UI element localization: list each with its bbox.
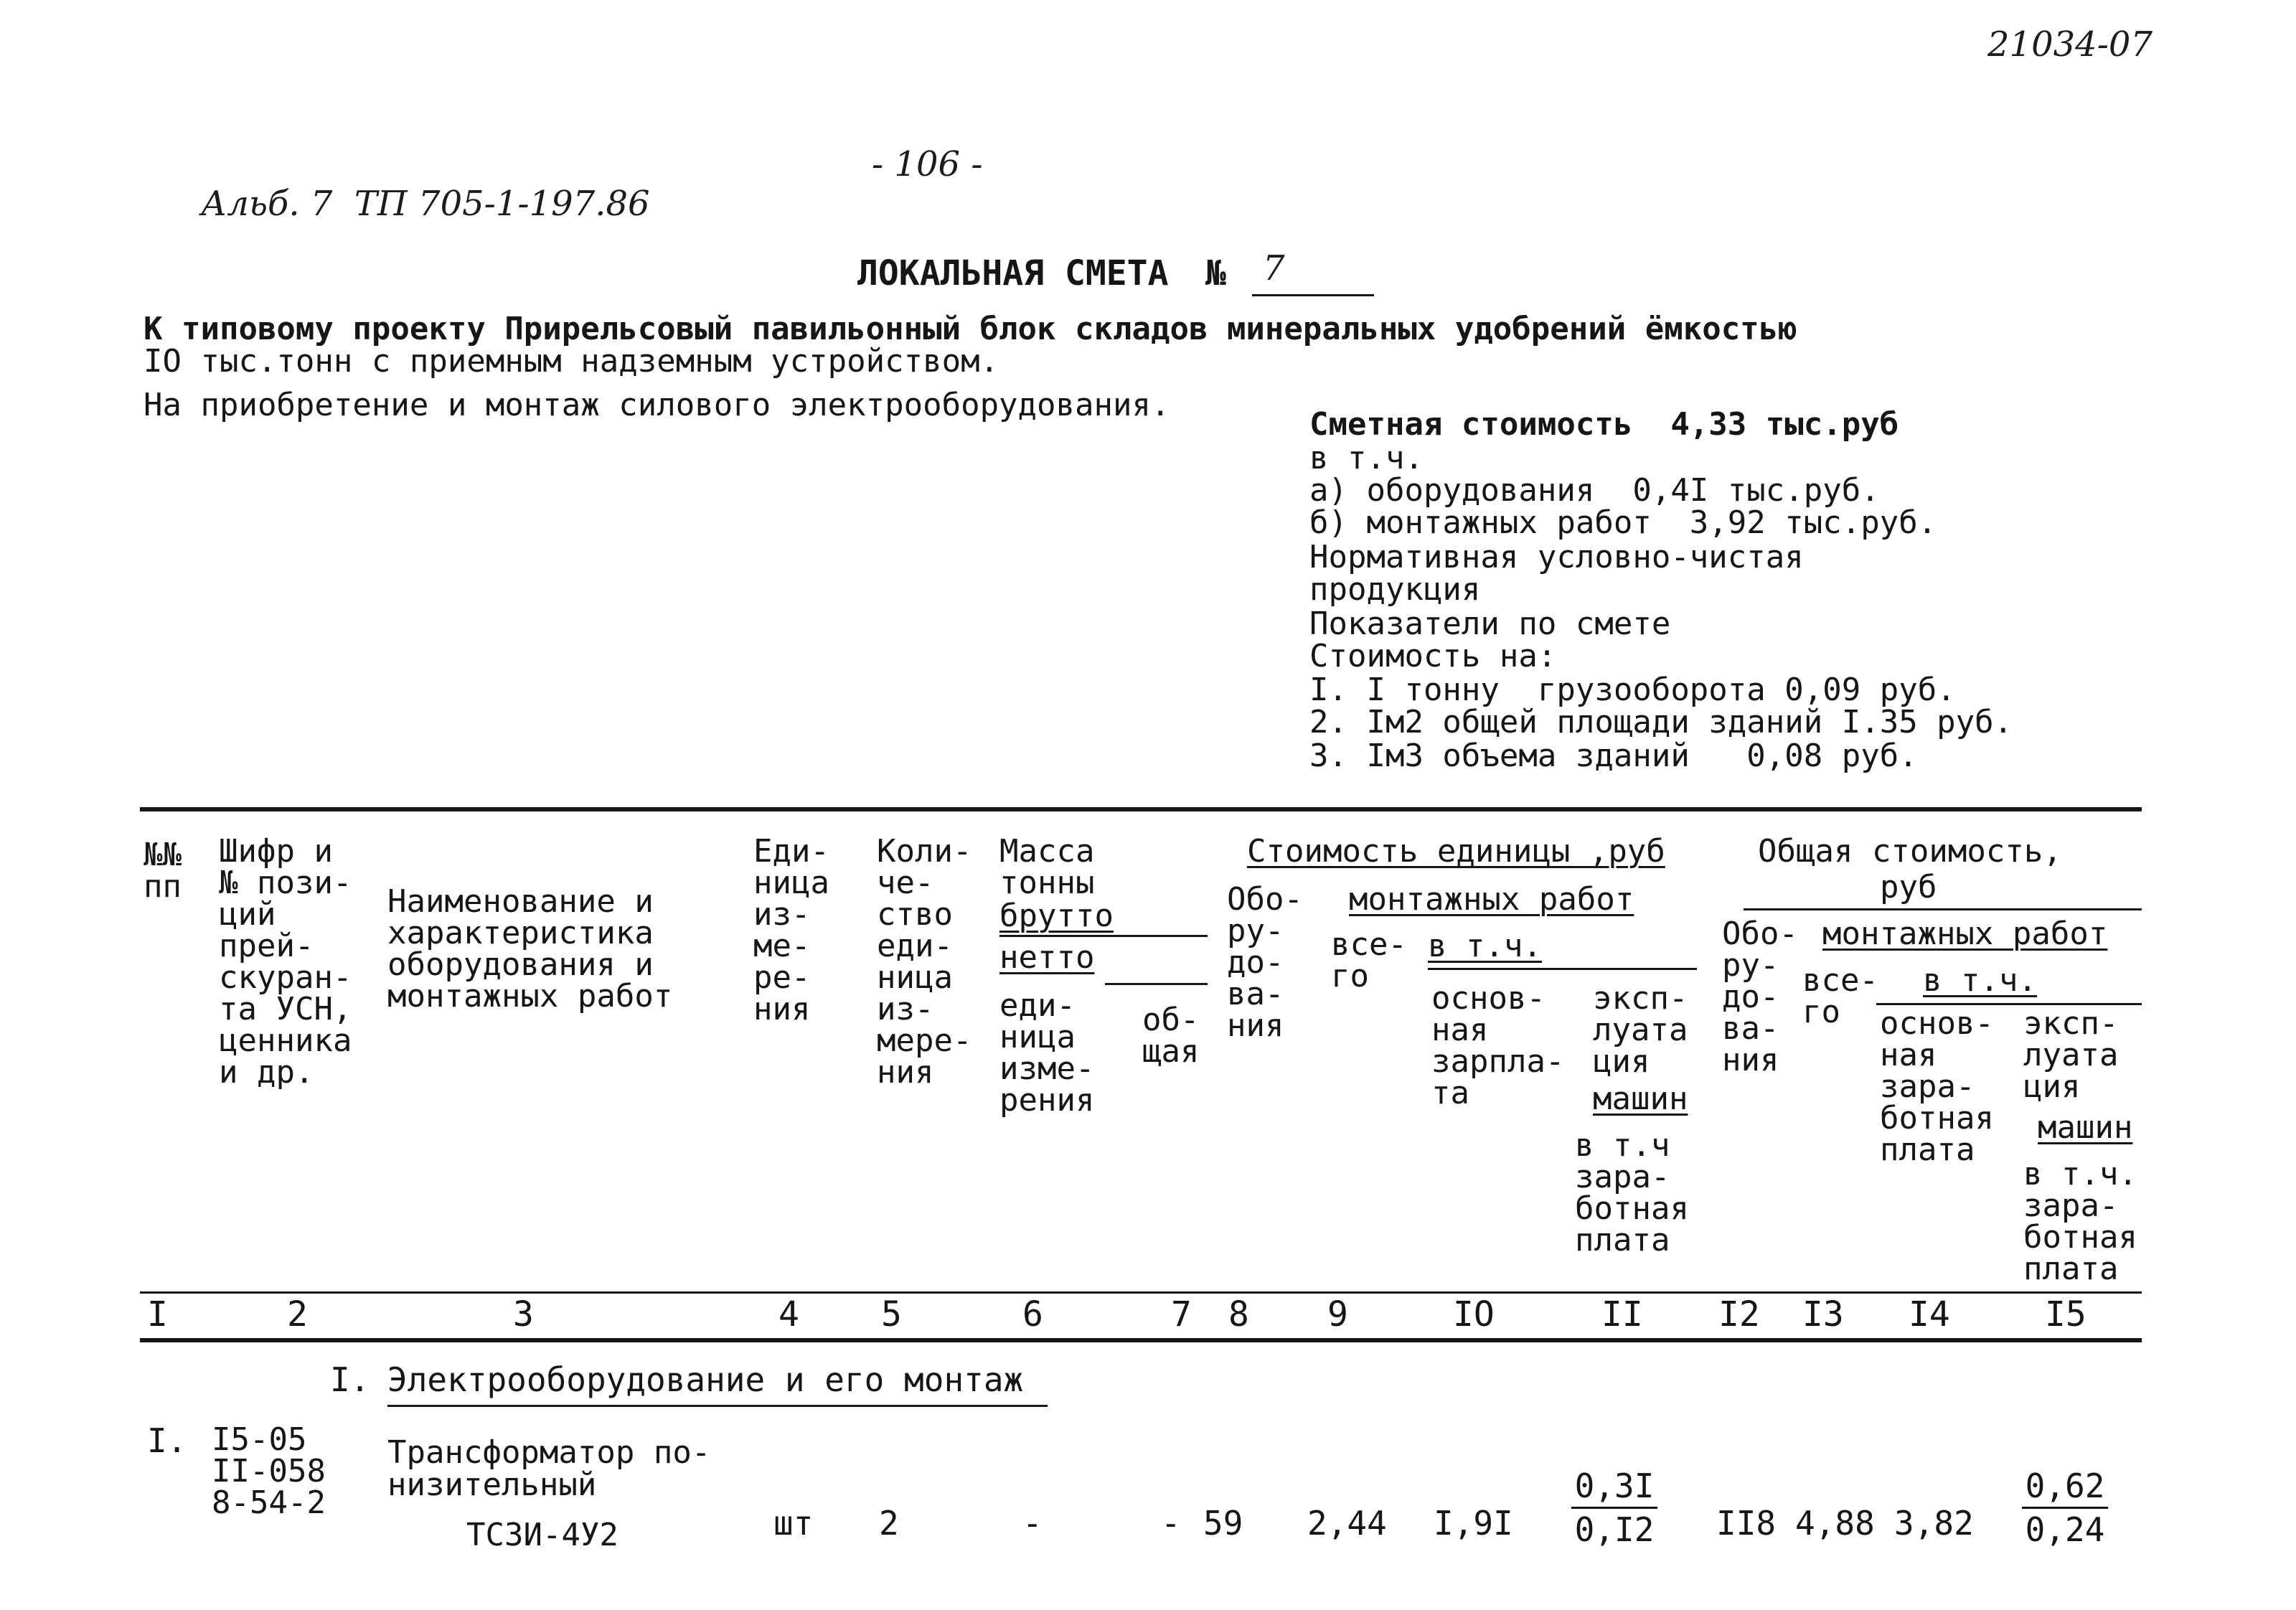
header-total-machines: эксп- луата ция: [2023, 1005, 2119, 1105]
col-num-13: I3: [1802, 1294, 1844, 1334]
row-machines-total-fraction: [2022, 1467, 2108, 1549]
col-num-15: I5: [2045, 1294, 2086, 1334]
col-num-3: 3: [513, 1294, 534, 1334]
summary-total: Сметная стоимость 4,33 тыс.руб: [1309, 406, 1899, 443]
header-code: Шифр и № пози- ций прей- скуран- та УСН, ценника и др.: [219, 833, 352, 1091]
col-num-12: I2: [1718, 1294, 1760, 1334]
summary-per-m3: 3. Iм3 объема зданий 0,08 руб.: [1309, 738, 1918, 774]
row-mass-total: -: [1161, 1504, 1181, 1543]
header-unit: Еди- ница из- ме- ре- ния: [753, 833, 829, 1027]
header-total-sum: все- го: [1802, 962, 1878, 1030]
header-unit-incl: в т.ч.: [1428, 928, 1542, 964]
fraction-bar: [1571, 1507, 1657, 1509]
number-sign: №: [1205, 253, 1226, 293]
col-num-14: I4: [1909, 1294, 1950, 1334]
unit-incl-rule: [1428, 968, 1697, 970]
summary-equipment: а) оборудования 0,4I тыс.руб.: [1309, 472, 1880, 509]
col-num-4: 4: [778, 1294, 799, 1334]
header-total-cost: Общая стоимость,: [1758, 833, 2062, 870]
row-name-line1: Трансформатор по-: [387, 1434, 711, 1471]
row-name-line2: низительный: [387, 1467, 597, 1503]
row-mass-unit: -: [1022, 1504, 1043, 1543]
header-unit-installation: монтажных работ: [1349, 881, 1634, 918]
estimate-purpose: На приобретение и монтаж силового электрооборудования.: [144, 387, 1170, 423]
col-num-2: 2: [287, 1294, 308, 1334]
col-num-9: 9: [1327, 1294, 1348, 1334]
header-quantity: Коли- че- ство еди- ница из- мере- ния: [877, 833, 972, 1091]
row-equipment-unit: 59: [1203, 1504, 1243, 1543]
col-num-11: II: [1601, 1294, 1643, 1334]
summary-per-m2: 2. Iм2 общей площади зданий I.35 руб.: [1309, 704, 2013, 740]
summary-net-product: Нормативная условно-чистая: [1309, 539, 1804, 575]
table-top-rule: [140, 807, 2142, 811]
col-num-7: 7: [1171, 1294, 1192, 1334]
section-title-underline: [387, 1405, 1048, 1407]
header-netto: нетто: [999, 939, 1095, 976]
archive-code: 21034-07: [1987, 24, 2152, 65]
fraction-bar: [2022, 1507, 2108, 1509]
col-num-8: 8: [1228, 1294, 1249, 1334]
project-description-line1: К типовому проекту Прирельсовый павильонный блок складов минеральных удобрений ёмкостью: [144, 311, 1797, 347]
header-unit-machine-wage: в т.ч зара- ботная плата: [1575, 1127, 1689, 1258]
header-total-installation: монтажных работ: [1822, 915, 2108, 952]
header-mass-total: об- щая: [1142, 1002, 1200, 1070]
summary-cost-per: Стоимость на:: [1309, 638, 1557, 674]
estimate-number-underline: [1252, 294, 1374, 296]
header-unit-machines: экcп- луата ция: [1593, 980, 1688, 1080]
header-unit-cost: Стоимость единицы ,руб: [1247, 833, 1665, 870]
section-title: Электрооборудование и его монтаж: [387, 1360, 1024, 1399]
col-num-6: 6: [1022, 1294, 1043, 1334]
header-total-equipment: Обо- ру- до- ва- ния: [1722, 915, 1798, 1078]
row-base-wage-total: 3,82: [1894, 1504, 1974, 1543]
mass-brutto-rule: [999, 935, 1208, 937]
row-machines-unit-fraction: [1571, 1467, 1657, 1549]
header-total-machines-word: машин: [2038, 1109, 2133, 1146]
row-installation-unit-base: I,9I: [1434, 1504, 1513, 1543]
summary-per-ton: I. I тонну грузооборота 0,09 руб.: [1309, 672, 1956, 708]
row-machines-total-wage: 0,24: [2025, 1510, 2105, 1549]
row-equipment-total: II8: [1716, 1504, 1777, 1543]
row-installation-unit-total: 2,44: [1307, 1504, 1387, 1543]
row-installation-total: 4,88: [1795, 1504, 1875, 1543]
mass-netto-rule: [1105, 983, 1208, 985]
estimate-number: 7: [1263, 248, 1285, 288]
row-quantity: 2: [879, 1504, 899, 1543]
row-machines-total: 0,62: [2025, 1467, 2105, 1505]
header-total-base-wage: основ- ная зара- ботная плата: [1880, 1005, 1994, 1168]
summary-net-product-2: продукция: [1309, 571, 1481, 608]
summary-indicators: Показатели по смете: [1309, 606, 1671, 642]
row-number: I.: [147, 1421, 187, 1460]
header-row-number: №№ пп: [144, 837, 182, 905]
col-num-1: I: [147, 1294, 168, 1334]
summary-installation: б) монтажных работ 3,92 тыс.руб.: [1309, 504, 1937, 541]
column-numbers-bottom-rule: [140, 1338, 2142, 1342]
row-machines-unit: 0,3I: [1574, 1467, 1655, 1505]
header-unit-total: все- го: [1331, 926, 1407, 994]
col-num-10: IO: [1453, 1294, 1495, 1334]
header-mass-unit: еди- ница изме- рения: [999, 987, 1095, 1119]
header-unit-equipment: Обо- ру- до- ва- ния: [1227, 881, 1303, 1044]
header-total-incl: в т.ч.: [1923, 962, 2037, 999]
summary-including: в т.ч.: [1309, 440, 1424, 476]
header-brutto: брутто: [999, 898, 1114, 934]
header-unit-base-wage: основ- ная зарпла- та: [1431, 980, 1565, 1111]
column-numbers-top-rule: [140, 1291, 2142, 1294]
row-name-line3: ТСЗИ-4У2: [466, 1517, 618, 1553]
row-code: I5-05 II-058 8-54-2: [212, 1421, 326, 1521]
header-total-machine-wage: в т.ч. зара- ботная плата: [2023, 1156, 2137, 1287]
col-num-5: 5: [881, 1294, 902, 1334]
section-number: I.: [330, 1360, 370, 1399]
project-description-line2: IO тыс.тонн с приемным надземным устройством.: [144, 343, 999, 380]
row-machines-unit-wage: 0,I2: [1574, 1510, 1655, 1549]
header-mass: Масса тонны: [999, 833, 1095, 901]
header-name: Наименование и характеристика оборудования и монтажных работ: [387, 883, 673, 1015]
header-unit-machines-word: машин: [1593, 1081, 1688, 1117]
total-cost-rule: [1744, 908, 2142, 910]
page-number: - 106 -: [872, 144, 983, 184]
album-reference: Альб. 7 ТП 705-1-197.86: [201, 184, 650, 224]
document-title: ЛОКАЛЬНАЯ СМЕТА: [857, 253, 1169, 293]
row-unit: шт: [773, 1504, 814, 1543]
header-total-rub: руб: [1880, 869, 1937, 905]
